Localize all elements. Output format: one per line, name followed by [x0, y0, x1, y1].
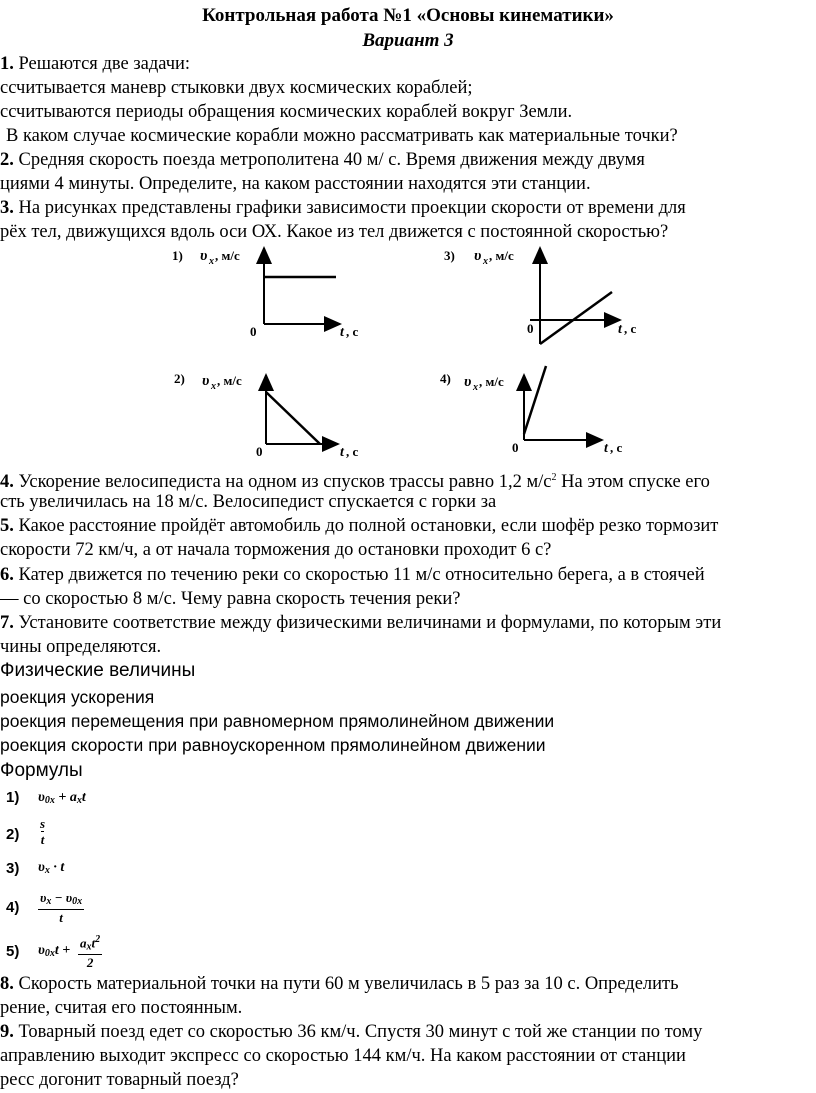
- variant-label: Вариант 3: [362, 30, 454, 51]
- quantity-3: роекция скорости при равноускоренном прямолинейном движении: [0, 735, 546, 755]
- graph-4-t-label: t: [604, 441, 608, 456]
- q6-line1: Катер движется по течению реки со скоростью 11 м/с относительно берега, а в стоячей: [13, 565, 705, 585]
- question-3: [0, 197, 686, 219]
- velocity-graphs: [0, 240, 816, 470]
- q8-line2: рение, считая его постоянным.: [0, 998, 243, 1018]
- graph-3-v-unit: , м/с: [489, 248, 514, 263]
- q2-line1: Средняя скорость поезда метрополитена 40 м/ с. Время движения между двумя: [13, 150, 645, 170]
- question-5: [0, 515, 718, 537]
- q1-number: 1.: [0, 54, 14, 74]
- graph-2-v-sub: x: [211, 381, 216, 392]
- question-8: [0, 973, 679, 995]
- graph-4-v-label: υ: [464, 374, 472, 390]
- q3-line2: рёх тел, движущихся вдоль оси ОХ. Какое из тел движется с постоянной скоростью?: [0, 222, 669, 242]
- q9-line3: ресс догонит товарный поезд?: [0, 1070, 239, 1090]
- q1-question: В каком случае космические корабли можно рассматривать как материальные точки?: [6, 126, 678, 146]
- formula-2: $\frac{s}{t}$: [40, 816, 46, 847]
- q7-number: 7.: [0, 613, 14, 633]
- question-4: [0, 467, 710, 493]
- q6-line2: — со скоростью 8 м/с. Чему равна скорость течения реки?: [0, 589, 461, 609]
- graph-3-t-unit: , с: [624, 321, 637, 336]
- question-1: [0, 53, 190, 75]
- question-6: [0, 564, 705, 586]
- q4-number: 4.: [0, 472, 14, 493]
- graph-4-v-sub: x: [473, 382, 478, 393]
- graph-3: [444, 248, 637, 344]
- graph-2-label: 2): [174, 371, 185, 386]
- q4-superscript: 2: [551, 472, 557, 483]
- graph-3-v-sub: x: [483, 256, 488, 267]
- quantities-heading: Физические величины: [0, 660, 196, 681]
- q1-option-a: ссчитывается маневр стыковки двух космических кораблей;: [0, 78, 473, 98]
- page-title: Контрольная работа №1 «Основы кинематики»: [202, 5, 614, 26]
- graph-1-origin: 0: [250, 324, 257, 339]
- q9-line1: Товарный поезд едет со скоростью 36 км/ч. Спустя 30 минут с той же станции по тому: [13, 1022, 703, 1042]
- formula-5-left: $\upsilon_{0x}t$ +: [38, 943, 71, 959]
- graph-1: [172, 248, 359, 340]
- graph-4-line: [524, 366, 546, 434]
- formula-1-num: 1): [6, 789, 20, 806]
- graph-4-t-unit: , с: [610, 440, 623, 455]
- graph-2-t-unit: , с: [346, 444, 359, 459]
- q3-number: 3.: [0, 198, 14, 218]
- q4-line1: Ускорение велосипедиста на одном из спусков трассы равно 1,2 м/с: [13, 472, 552, 493]
- formula-5-num: 5): [6, 943, 20, 960]
- graph-4-v-unit: , м/с: [479, 374, 504, 389]
- question-2: [0, 149, 645, 171]
- graph-3-origin: 0: [527, 321, 534, 336]
- quantity-1: роекция ускорения: [0, 687, 155, 707]
- q7-line1: Установите соответствие между физическими величинами и формулами, по которым эти: [13, 613, 722, 633]
- formula-4: $\frac{\upsilon_x - \upsilon_{0x}}{t}$: [40, 890, 83, 925]
- graph-2-v-unit: , м/с: [217, 373, 242, 388]
- q3-line1: На рисунках представлены графики зависимости проекции скорости от времени для: [13, 198, 686, 218]
- q8-line1: Скорость материальной точки на пути 60 м увеличилась в 5 раз за 10 с. Определить: [13, 974, 679, 994]
- q9-number: 9.: [0, 1022, 14, 1042]
- formulas-heading: Формулы: [0, 760, 83, 781]
- graph-2-v-label: υ: [202, 373, 210, 389]
- formula-3-num: 3): [6, 860, 20, 877]
- q2-line2: циями 4 минуты. Определите, на каком расстоянии находятся эти станции.: [0, 174, 591, 194]
- question-9: [0, 1021, 702, 1043]
- q7-line2: чины определяются.: [0, 637, 162, 657]
- graph-2-line: [266, 392, 320, 444]
- graph-1-v-sub: x: [209, 256, 214, 267]
- graph-3-label: 3): [444, 248, 455, 263]
- formula-4-num: 4): [6, 899, 20, 916]
- q4-line1b: На этом спуске его: [556, 472, 710, 493]
- graph-3-v-label: υ: [474, 248, 482, 264]
- graph-4: [440, 366, 623, 456]
- formula-3: $\upsilon_x \cdot t$: [38, 860, 65, 876]
- graph-2-t-label: t: [340, 445, 344, 460]
- q9-line2: аправлению выходит экспресс со скоростью 144 км/ч. На каком расстоянии от станции: [0, 1046, 686, 1066]
- graph-2: [174, 371, 359, 460]
- formula-1: $\upsilon_{0x} + a_xt$: [38, 790, 86, 806]
- q5-number: 5.: [0, 516, 14, 536]
- q8-number: 8.: [0, 974, 14, 994]
- question-7: [0, 612, 721, 634]
- graph-1-t-label: t: [340, 325, 344, 340]
- graph-4-label: 4): [440, 371, 451, 386]
- q4-line2: сть увеличилась на 18 м/с. Велосипедист спускается с горки за: [0, 492, 497, 512]
- q5-line2: скорости 72 км/ч, а от начала торможения до остановки проходит 6 с?: [0, 540, 552, 560]
- quantity-2: роекция перемещения при равномерном прямолинейном движении: [0, 711, 555, 731]
- q1-text: Решаются две задачи:: [13, 54, 191, 74]
- graph-3-t-label: t: [618, 322, 622, 337]
- graph-1-t-unit: , с: [346, 324, 359, 339]
- formula-2-num: 2): [6, 826, 20, 843]
- graph-4-origin: 0: [512, 440, 519, 455]
- q1-option-b: ссчитываются периоды обращения космических кораблей вокруг Земли.: [0, 102, 573, 122]
- graph-3-line: [540, 292, 612, 344]
- q5-line1: Какое расстояние пройдёт автомобиль до полной остановки, если шофёр резко тормозит: [13, 516, 719, 536]
- q6-number: 6.: [0, 565, 14, 585]
- graph-1-label: 1): [172, 248, 183, 263]
- graph-1-v-unit: , м/с: [215, 248, 240, 263]
- q2-number: 2.: [0, 150, 14, 170]
- graph-1-v-label: υ: [200, 248, 208, 264]
- graph-2-origin: 0: [256, 444, 263, 459]
- formula-5-fraction: $a_xt^2$ 2: [80, 934, 101, 971]
